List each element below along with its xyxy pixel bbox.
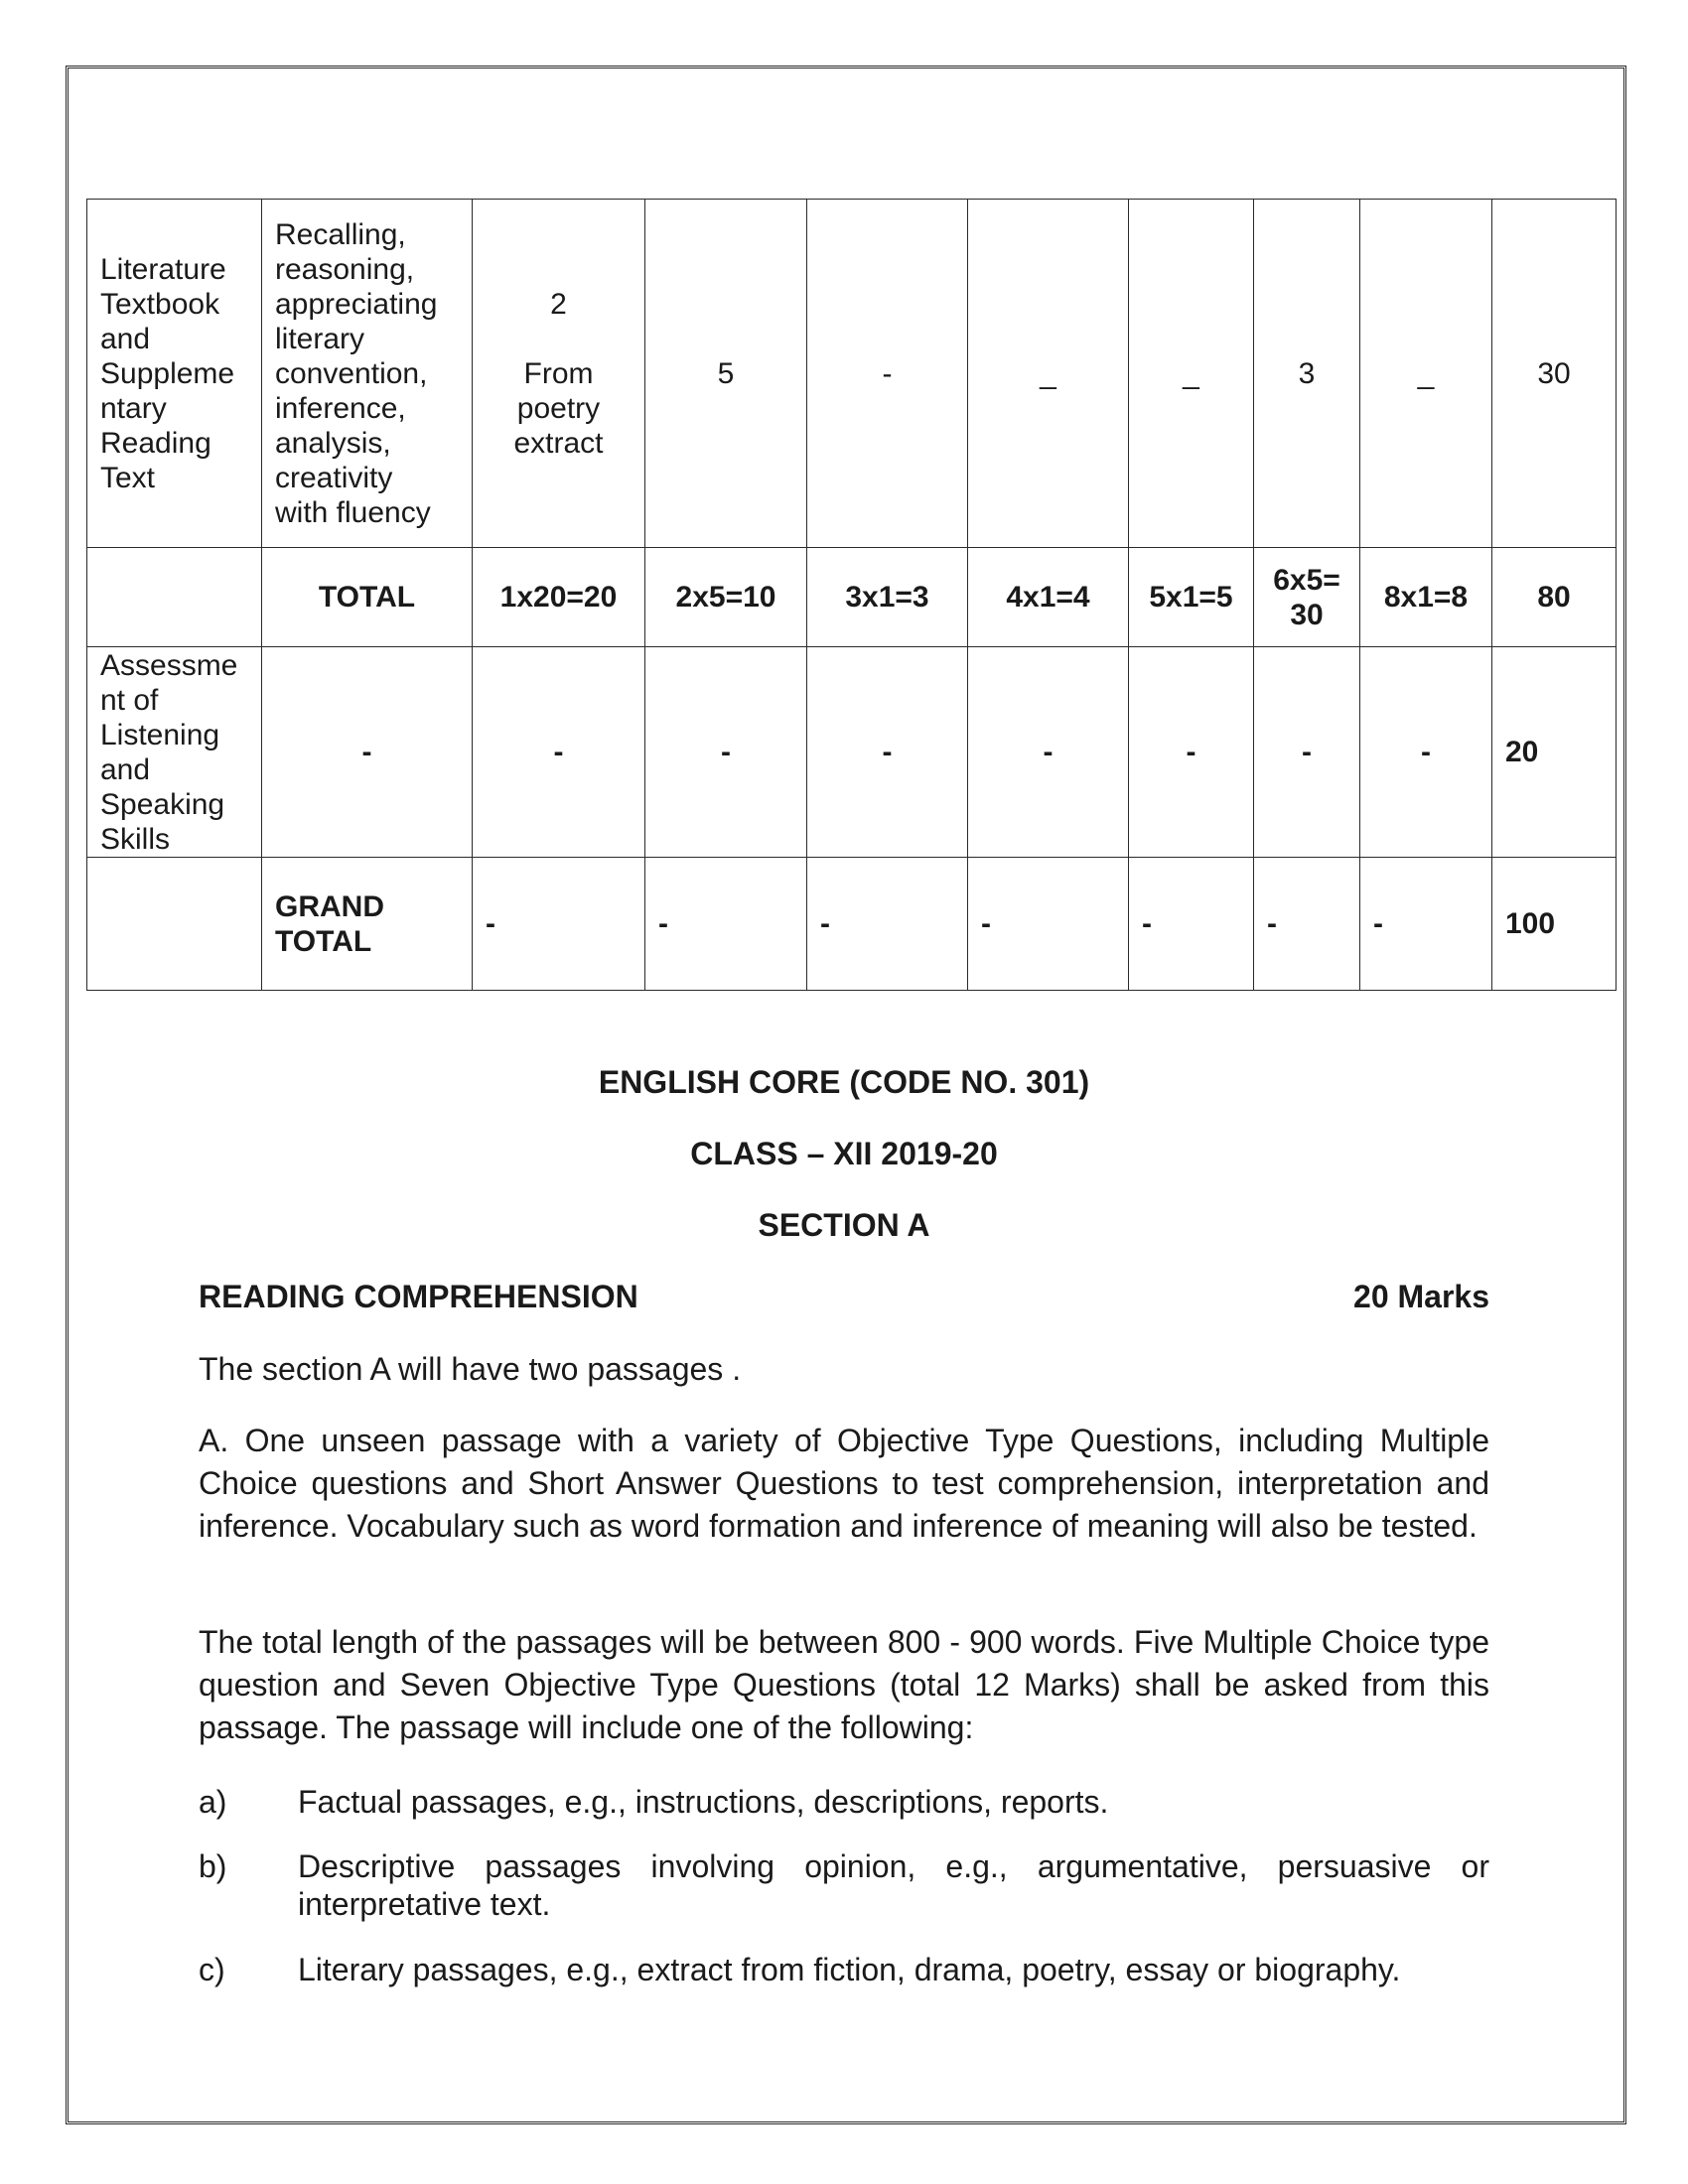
row-description: Recalling, reasoning, appreciating literary convention, inference, analysis, creativity with fluency [262,200,473,548]
table-row [87,858,1617,991]
table-cell: _ [968,200,1129,548]
table-cell: 4x1=4 [968,548,1129,647]
table-cell: - [1129,647,1254,858]
reading-marks: 20 Marks [1353,1279,1489,1314]
table-cell: - [807,200,968,548]
table-cell: - [1254,858,1360,991]
table-cell: 8x1=8 [1360,548,1492,647]
table-row [87,548,1617,647]
list-item-label: c) [199,1952,225,1987]
intro-text: The section A will have two passages . [199,1351,742,1387]
table-cell: - [807,858,968,991]
table-cell: 2 From poetry extract [473,200,645,548]
table-cell: - [645,647,807,858]
subject-heading: ENGLISH CORE (CODE NO. 301) [598,1064,1090,1100]
table-cell: - [473,647,645,858]
row-description: GRAND TOTAL [262,858,473,991]
table-cell: 80 [1492,548,1617,647]
section-heading: SECTION A [758,1207,930,1243]
table-cell: - [1360,858,1492,991]
list-item-label: a) [199,1784,227,1820]
table-cell: - [645,858,807,991]
list-item [199,1783,1489,1823]
table-cell: 6x5= 30 [1254,548,1360,647]
table-cell: 1x20=20 [473,548,645,647]
table-cell: 2x5=10 [645,548,807,647]
table-cell: - [968,647,1129,858]
class-heading: CLASS – XII 2019-20 [690,1136,998,1171]
table-cell: - [807,647,968,858]
paragraph-a: A. One unseen passage with a variety of Objective Type Questions, including Multiple Choice questions and Short Answer Questions to test comprehension, interpretation and inference. Vocabulary such as word formation and inference of meaning will also be tested. [199,1423,1489,1544]
table-cell: 5 [645,200,807,548]
row-label [87,858,262,991]
table-cell: - [1360,647,1492,858]
table-cell: 20 [1492,647,1617,858]
paragraph-total: The total length of the passages will be between 800 - 900 words. Five Multiple Choice type question and Seven Objective Type Questions (total 12 Marks) shall be asked from this passage. The passage will include one of the following: [199,1624,1489,1745]
row-description: TOTAL [262,548,473,647]
table-cell: _ [1129,200,1254,548]
table-cell: - [968,858,1129,991]
marks-table [86,199,1617,991]
reading-comprehension-title: READING COMPREHENSION [199,1279,638,1314]
table-row [87,647,1617,858]
table-cell: 5x1=5 [1129,548,1254,647]
table-cell: - [1254,647,1360,858]
list-item-text: Factual passages, e.g., instructions, descriptions, reports. [298,1784,1109,1820]
row-label [87,548,262,647]
row-description: - [262,647,473,858]
list-item [199,1847,1489,1927]
table-cell: 3 [1254,200,1360,548]
list-item [199,1951,1489,1990]
table-row [87,200,1617,548]
row-label: Literature Textbook and Suppleme ntary Reading Text [87,200,262,548]
table-cell: 100 [1492,858,1617,991]
table-cell: _ [1360,200,1492,548]
table-cell: - [1129,858,1254,991]
table-cell: - [473,858,645,991]
row-label: Assessme nt of Listening and Speaking Skills [87,647,262,858]
table-cell: 30 [1492,200,1617,548]
list-item-text: Descriptive passages involving opinion, e.g., argumentative, persuasive or interpretative text. [298,1848,1489,1922]
table-cell: 3x1=3 [807,548,968,647]
list-item-label: b) [199,1848,227,1884]
list-item-text: Literary passages, e.g., extract from fiction, drama, poetry, essay or biography. [298,1952,1401,1987]
